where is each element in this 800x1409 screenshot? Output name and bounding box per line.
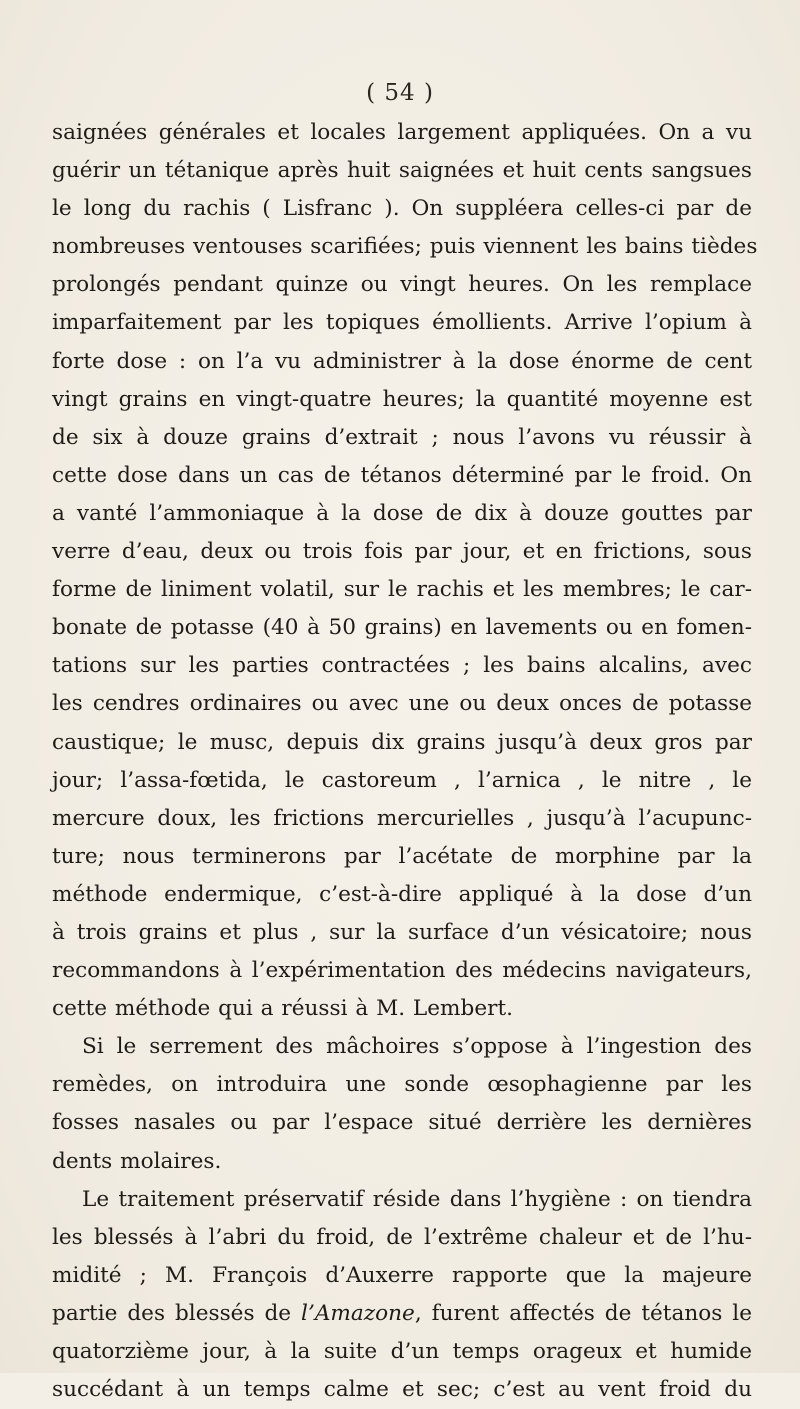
text-line: imparfaitement par les topiques émollients. Arrive l’opium à xyxy=(52,310,752,336)
text-line: prolongés pendant quinze ou vingt heures. On les remplace xyxy=(52,272,752,298)
text-line: Le traitement préservatif réside dans l’hygiène : on tiendra xyxy=(82,1186,752,1212)
text-line: tations sur les parties contractées ; les bains alcalins, avec xyxy=(52,653,752,679)
text-line: fosses nasales ou par l’espace situé derrière les dernières xyxy=(52,1110,752,1136)
page-number: ( 54 ) xyxy=(366,80,434,106)
text-line: de six à douze grains d’extrait ; nous l’avons vu réussir à xyxy=(52,424,752,450)
text-line: Si le serrement des mâchoires s’oppose à l’ingestion des xyxy=(82,1034,752,1060)
text-line: quatorzième jour, à la suite d’un temps orageux et humide xyxy=(52,1339,752,1364)
text-line: le long du rachis ( Lisfranc ). On suppléera celles-ci par de xyxy=(52,196,752,222)
text-line: cette dose dans un cas de tétanos déterminé par le froid. On xyxy=(52,462,752,488)
text-segment: partie des blessés de xyxy=(52,1300,302,1326)
text-line: cette méthode qui a réussi à M. Lembert. xyxy=(52,996,513,1022)
text-line: caustique; le musc, depuis dix grains jusqu’à deux gros par xyxy=(52,729,752,755)
text-line: remèdes, on introduira une sonde œsophagienne par les xyxy=(52,1072,752,1098)
text-line: à trois grains et plus , sur la surface d’un vésicatoire; nous xyxy=(52,919,752,945)
text-line: a vanté l’ammoniaque à la dose de dix à douze gouttes par xyxy=(52,500,752,526)
text-segment: , furent affectés de tétanos le xyxy=(414,1300,752,1326)
text-line: dents molaires. xyxy=(52,1148,222,1174)
text-line: ture; nous terminerons par l’acétate de morphine par la xyxy=(52,843,752,869)
text-line: vingt grains en vingt-quatre heures; la quantité moyenne est xyxy=(52,386,752,412)
text-line: forme de liniment volatil, sur le rachis et les membres; le car- xyxy=(52,577,752,603)
text-line: midité ; M. François d’Auxerre rapporte que la majeure xyxy=(52,1262,752,1288)
text-line: succédant à un temps calme et sec; c’est au vent froid du xyxy=(52,1377,752,1403)
text-line: guérir un tétanique après huit saignées et huit cents sangsues xyxy=(52,158,752,184)
text-line: verre d’eau, deux ou trois fois par jour, et en frictions, sous xyxy=(52,539,752,565)
text-line: recommandons à l’expérimentation des médecins navigateurs, xyxy=(52,958,752,984)
text-line: méthode endermique, c’est-à-dire appliqué à la dose d’un xyxy=(52,881,752,907)
text-line: mercure doux, les frictions mercurielles , jusqu’à l’acupunc- xyxy=(52,805,752,831)
text-line: saignées générales et locales largement appliquées. On a vu xyxy=(52,120,752,145)
text-line: bonate de potasse (40 à 50 grains) en lavements ou en fomen- xyxy=(52,615,752,641)
text-line: les cendres ordinaires ou avec une ou deux onces de potasse xyxy=(52,691,752,717)
ship-name: l’Amazone xyxy=(301,1300,415,1326)
body-text xyxy=(52,114,758,1409)
text-line-with-ship-name xyxy=(52,1295,752,1333)
text-line: jour; l’assa-fœtida, le castoreum , l’arnica , le nitre , le xyxy=(52,767,752,793)
text-line: les blessés à l’abri du froid, de l’extrême chaleur et de l’hu- xyxy=(52,1224,752,1250)
text-line: nombreuses ventouses scarifiées; puis viennent les bains tièdes xyxy=(52,234,758,260)
text-line: forte dose : on l’a vu administrer à la dose énorme de cent xyxy=(52,348,752,374)
